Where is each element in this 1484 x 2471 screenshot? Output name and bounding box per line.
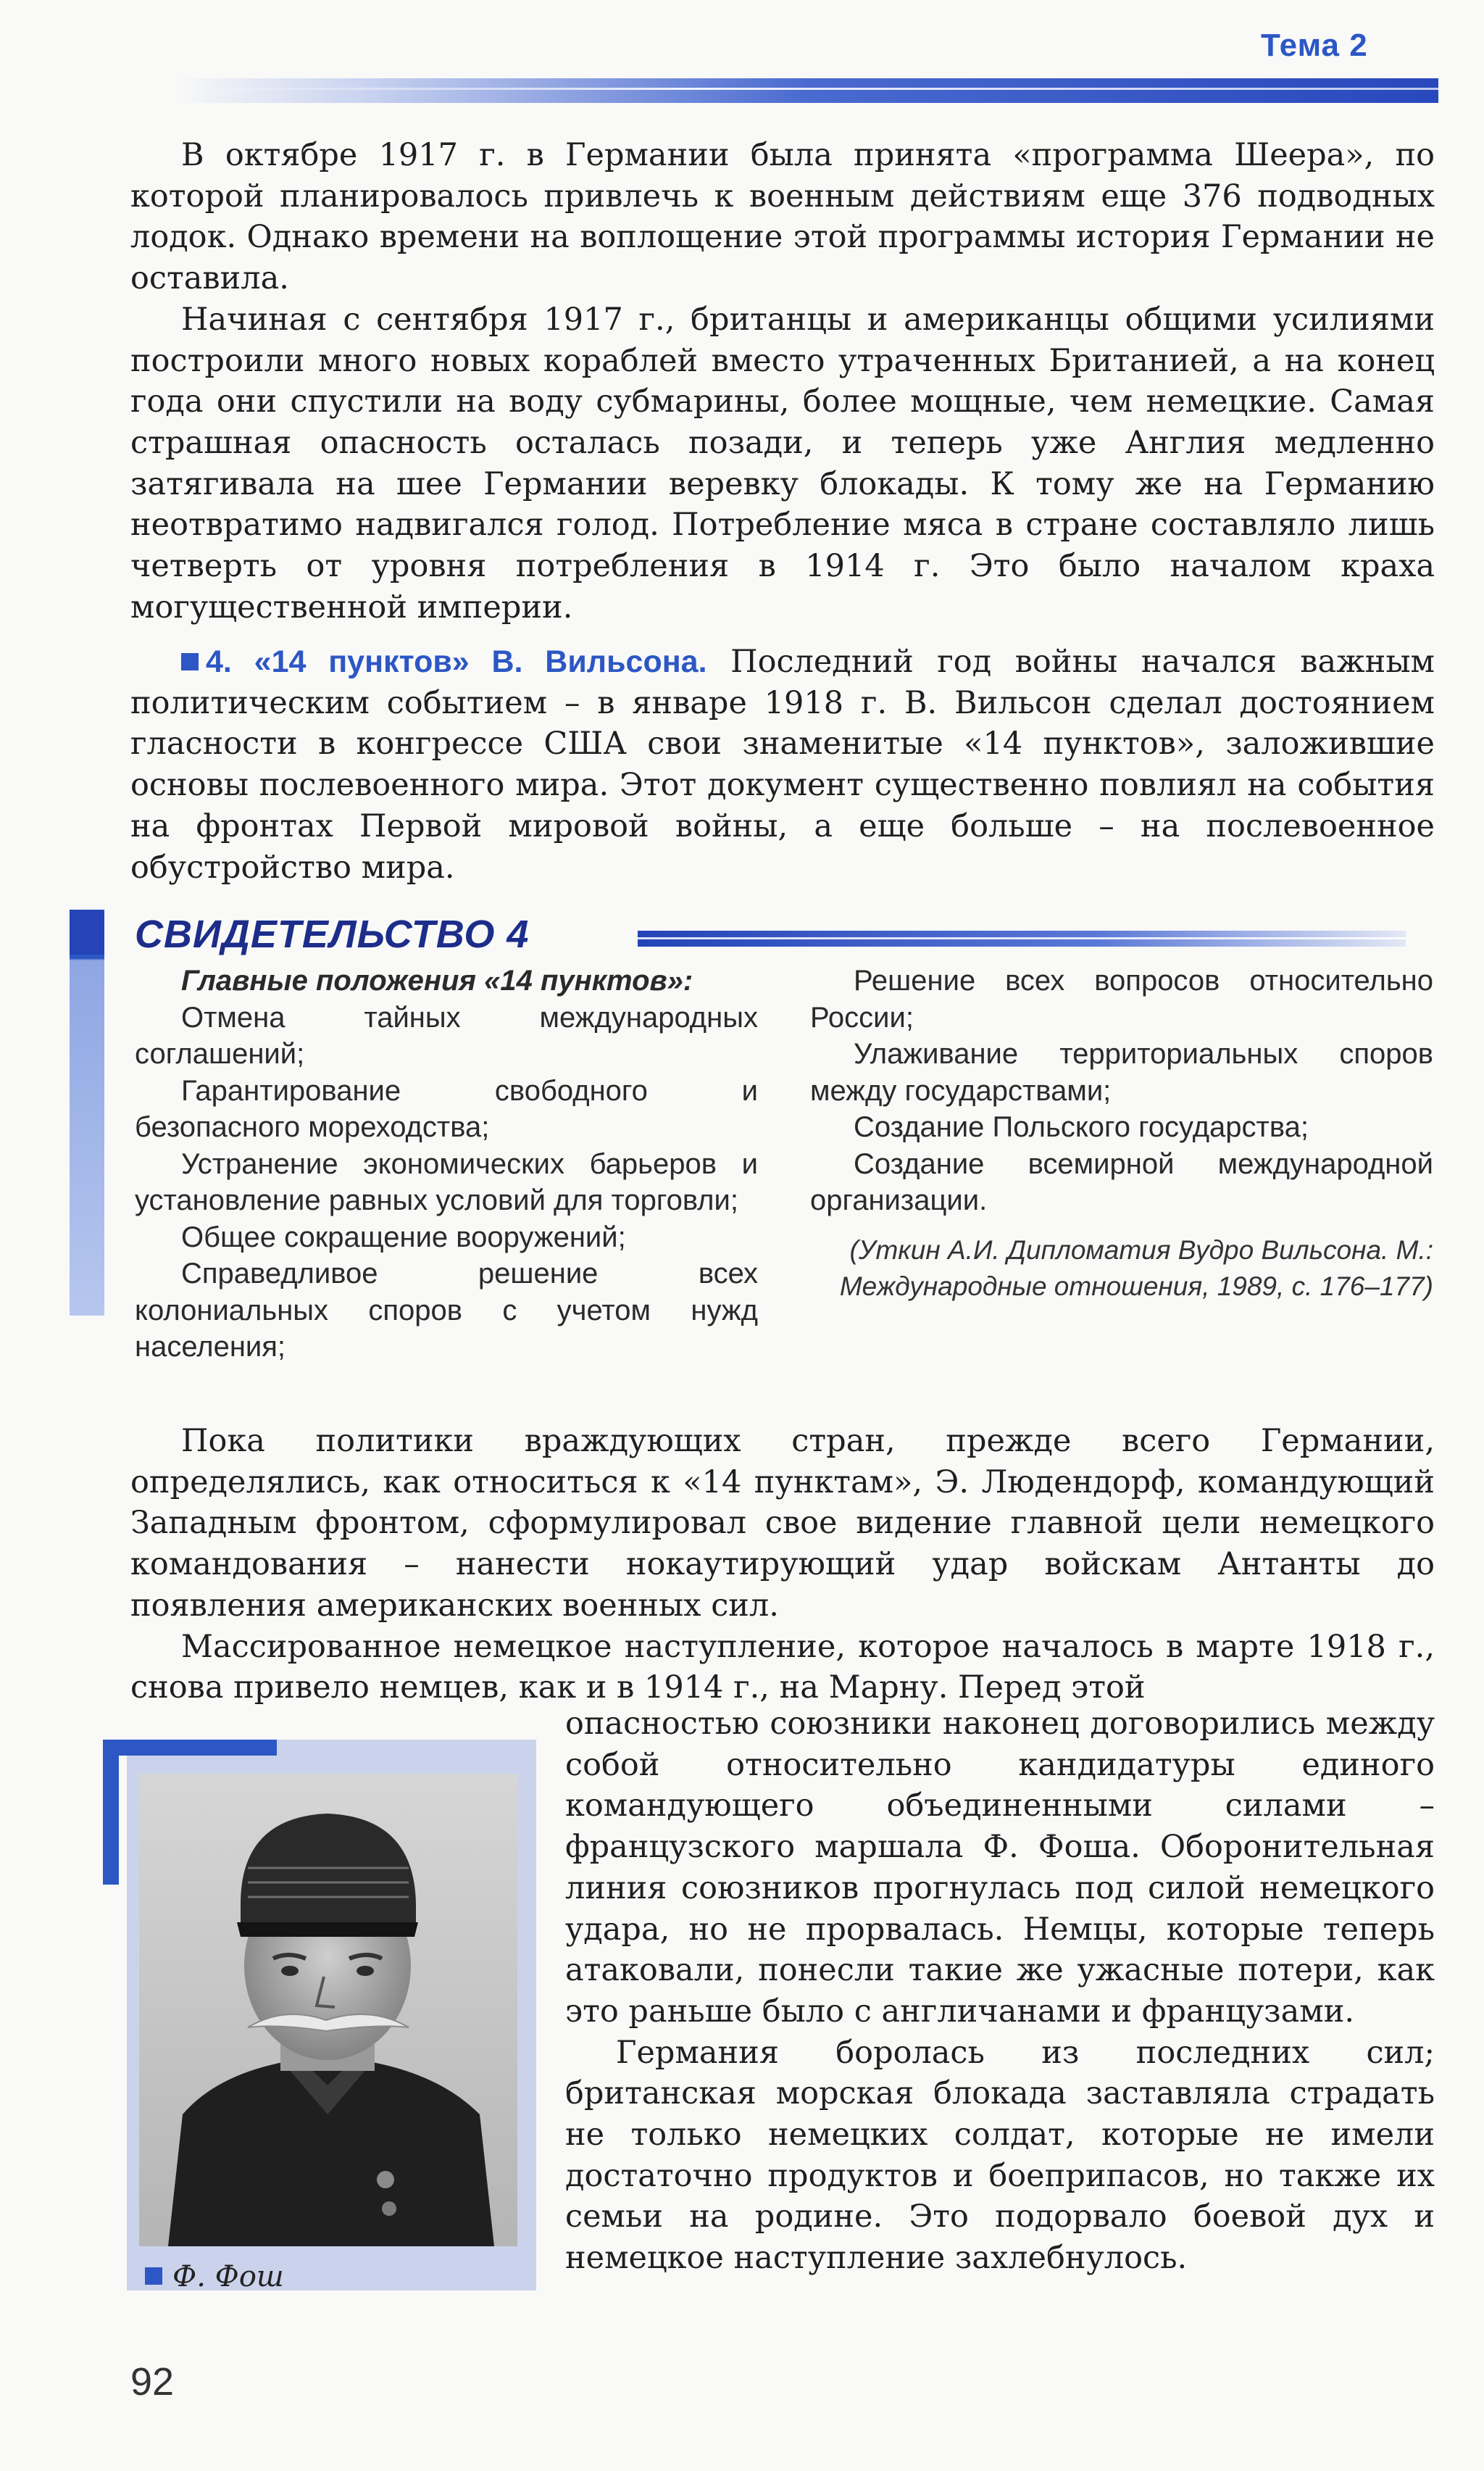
section-marker-icon: [181, 653, 199, 670]
photo-accent-bar: [103, 1740, 119, 1885]
intro-text: [130, 135, 1435, 628]
paragraph: Пока политики враждующих стран, прежде всего Германии, определялись, как относиться к «14 пунктам», Э. Людендорф, командующий Западным фронтом, сформулировал свое видение главной цели немецкого командования – нанести нокаутирующий удар войскам Антанты до появления американских военных сил.: [130, 1423, 1435, 1624]
photo-caption: [145, 2260, 284, 2293]
header-decorative-bar: [174, 78, 1438, 103]
section-4-paragraph: [130, 641, 1435, 888]
evidence-lead: Главные положения «14 пунктов»:: [181, 965, 693, 997]
paragraph: Начиная с сентября 1917 г., британцы и американцы общими усилиями построили много новых кораблей вместо утраченных Британией, а на конец года они спустили на воду субмарины, более мощные, чем немецкие. Самая страшная опасность осталась позади, и теперь уже Англия медленно затягивала на шее Германии веревку блокады. К тому же на Германию неотвратимо надвигался голод. Потребление мяса в стране составляло лишь четверть от уровня потребления в 1914 г. Это было началом краха могущественной империи.: [130, 301, 1435, 626]
evidence-title-rule: [638, 931, 1406, 947]
evidence-right-column: [810, 963, 1433, 1219]
evidence-title: СВИДЕТЕЛЬСТВО 4: [135, 913, 530, 956]
section-text: Последний год войны начался важным политическим событием – в январе 1918 г. В. Вильсон сделал достоянием гласности в конгрессе США свои знаменитые «14 пунктов», заложившие основы послевоенного мира. Этот документ существенно повлиял на события на фронтах Первой мировой войны, а еще больше – на послевоенное обустройство мира.: [130, 644, 1435, 886]
evidence-item: Создание Польского государства;: [854, 1111, 1309, 1143]
evidence-side-stripe: [70, 910, 104, 1316]
evidence-item: Устранение экономических барьеров и установление равных условий для торговли;: [135, 1147, 758, 1216]
paragraph: Германия боролась из последних сил; британская морская блокада заставляла страдать не только немецких солдат, которые не имели достаточно продуктов и боеприпасов, но также их семьи на родине. Это подорвало боевой дух и немецкое наступление захлебнулось.: [565, 2034, 1435, 2277]
evidence-left-column: [135, 963, 758, 1366]
topic-header: Тема 2: [1261, 28, 1368, 63]
evidence-item: Решение всех вопросов относительно России;: [810, 965, 1433, 1034]
portrait-photo: [139, 1774, 517, 2246]
evidence-item: Общее сокращение вооружений;: [181, 1221, 626, 1253]
photo-accent-bar: [103, 1740, 277, 1756]
evidence-item: Гарантирование свободного и безопасного мореходства;: [135, 1074, 758, 1143]
main-text-continued: [130, 1421, 1435, 1708]
evidence-source: (Уткин А.И. Дипломатия Вудро Вильсона. М.: Международные отношения, 1989, с. 176–177): [839, 1235, 1433, 1301]
paragraph: Массированное немецкое наступление, которое началось в марте 1918 г., снова привело немцев, как и в 1914 г., на Марну. Перед этой: [130, 1628, 1435, 1706]
paragraph: В октябре 1917 г. в Германии была принята «программа Шеера», по которой планировалось привлечь к военным действиям еще 376 подводных лодок. Однако времени на воплощение этой программы история Германии не оставила.: [130, 137, 1435, 297]
paragraph: опасностью союзники наконец договорились между собой относительно кандидатуры единого командующего объединенными силами – французского маршала Ф. Фоша. Оборонительная линия союзников прогнулась под силой немецкого удара, но не прорвалась. Немцы, которые теперь атаковали, понесли такие же ужасные потери, как это раньше было с англичанами и французами.: [565, 1706, 1435, 2030]
evidence-item: Улаживание территориальных споров между государствами;: [810, 1038, 1433, 1107]
evidence-item: Отмена тайных международных соглашений;: [135, 1001, 758, 1070]
wrapped-text: [565, 1703, 1435, 2279]
page-number: 92: [130, 2360, 175, 2404]
caption-text: Ф. Фош: [172, 2260, 284, 2293]
evidence-item: Создание всемирной международной организации.: [810, 1147, 1433, 1216]
caption-marker-icon: [145, 2267, 162, 2285]
section-heading: 4. «14 пунктов» В. Вильсона.: [206, 644, 707, 679]
evidence-item: Справедливое решение всех колониальных споров с учетом нужд населения;: [135, 1258, 758, 1363]
section-4: [130, 641, 1435, 888]
